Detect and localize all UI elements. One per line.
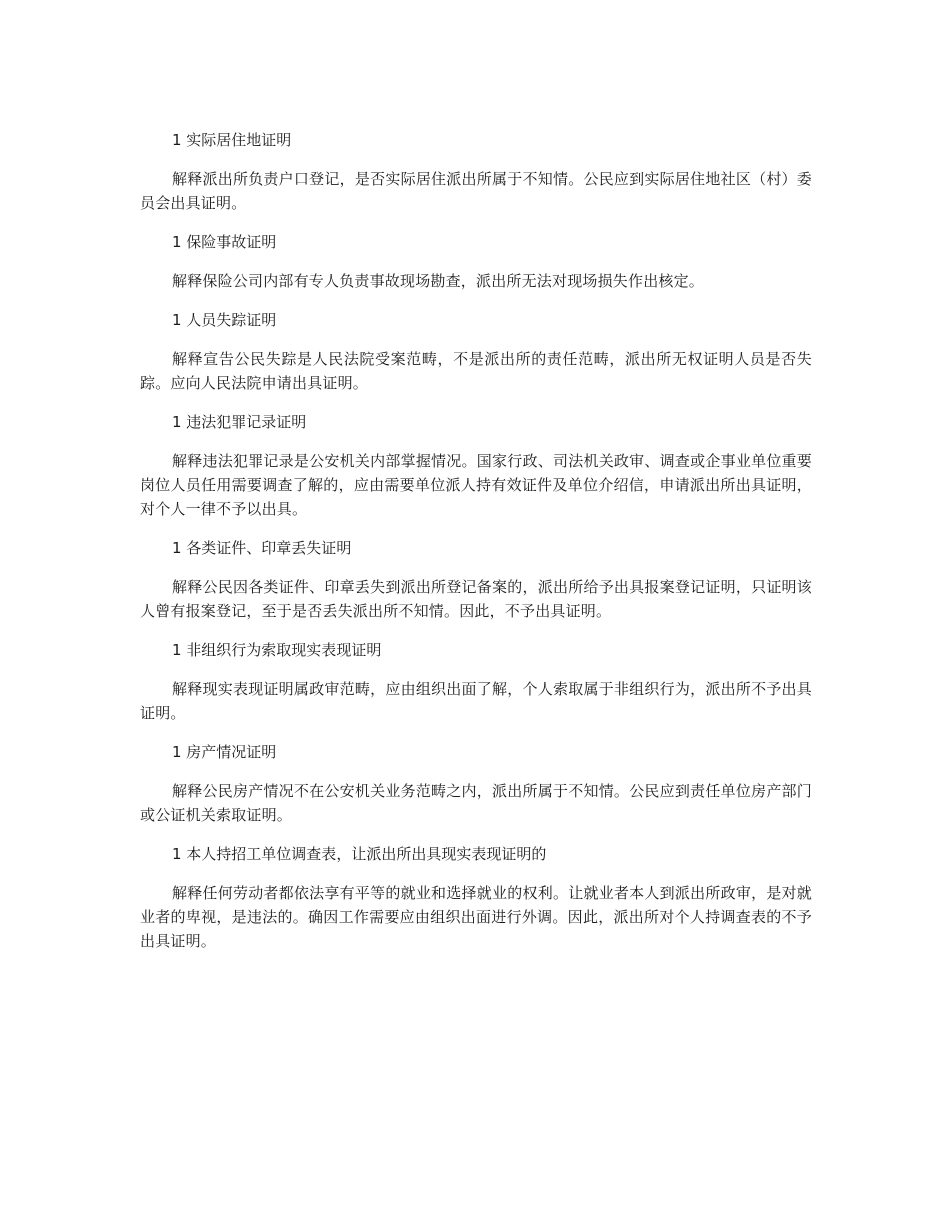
section-heading: 1 各类证件、印章丢失证明 (172, 539, 352, 557)
section-paragraph: 解释派出所负责户口登记，是否实际居住派出所属于不知情。公民应到实际居住地社区（村）委员会出具证明。 (140, 170, 812, 212)
section-paragraph: 解释现实表现证明属政审范畴，应由组织出面了解，个人索取属于非组织行为，派出所不予出具证明。 (140, 680, 812, 722)
section-heading: 1 违法犯罪记录证明 (172, 413, 307, 431)
section-insurance (140, 230, 812, 293)
section-conduct-certificate (140, 638, 812, 725)
section-heading: 1 本人持招工单位调查表，让派出所出具现实表现证明的 (172, 845, 547, 863)
section-paragraph: 解释违法犯罪记录是公安机关内部掌握情况。国家行政、司法机关政审、调查或企事业单位重要岗位人员任用需要调查了解的，应由需要单位派人持有效证件及单位介绍信，申请派出所出具证明，对个人一律不予以出具。 (140, 452, 812, 518)
section-heading: 1 人员失踪证明 (172, 311, 277, 329)
section-heading: 1 房产情况证明 (172, 743, 277, 761)
section-criminal-record (140, 410, 812, 521)
section-paragraph: 解释公民因各类证件、印章丢失到派出所登记备案的，派出所给予出具报案登记证明，只证明该人曾有报案登记，至于是否丢失派出所不知情。因此，不予出具证明。 (140, 578, 812, 620)
section-paragraph: 解释公民房产情况不在公安机关业务范畴之内，派出所属于不知情。公民应到责任单位房产部门或公证机关索取证明。 (140, 782, 812, 824)
section-heading: 1 实际居住地证明 (172, 131, 292, 149)
section-heading: 1 非组织行为索取现实表现证明 (172, 641, 382, 659)
section-paragraph: 解释保险公司内部有专人负责事故现场勘查，派出所无法对现场损失作出核定。 (172, 272, 705, 290)
section-property (140, 740, 812, 827)
section-lost-documents (140, 536, 812, 623)
section-missing-person (140, 308, 812, 395)
section-heading: 1 保险事故证明 (172, 233, 277, 251)
section-paragraph: 解释任何劳动者都依法享有平等的就业和选择就业的权利。让就业者本人到派出所政审，是对就业者的卑视，是违法的。确因工作需要应由组织出面进行外调。因此，派出所对个人持调查表的不予出具证明。 (140, 884, 812, 950)
section-residence (140, 128, 812, 215)
section-paragraph: 解释宣告公民失踪是人民法院受案范畴，不是派出所的责任范畴，派出所无权证明人员是否失踪。应向人民法院申请出具证明。 (140, 350, 812, 392)
section-recruitment-survey (140, 842, 812, 953)
document-body (140, 128, 812, 968)
